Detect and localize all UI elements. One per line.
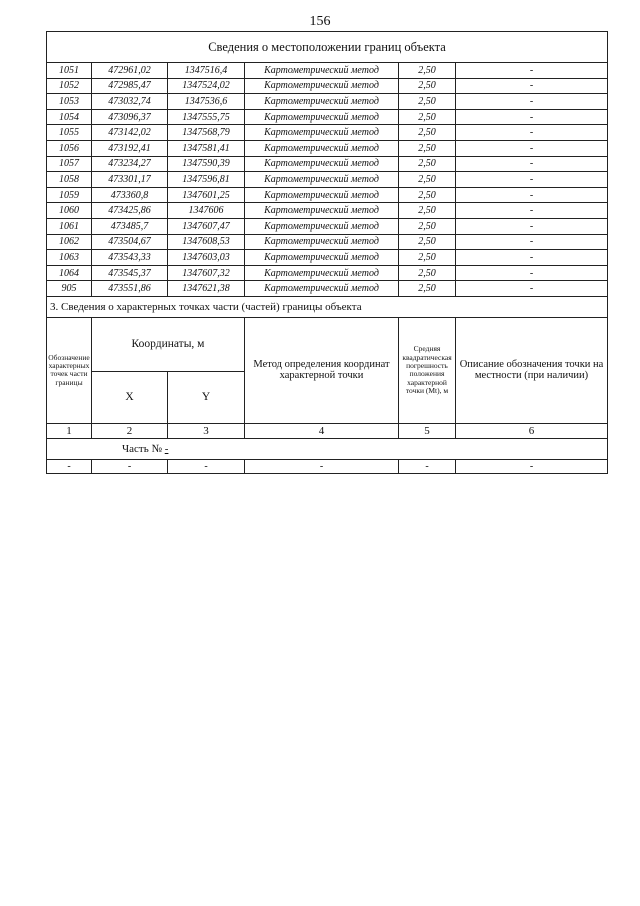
section3-title-row	[47, 296, 608, 317]
empty-cell: -	[245, 459, 399, 473]
point-id-cell: 1054	[47, 109, 92, 125]
point-id-cell: 1058	[47, 172, 92, 188]
description-cell: -	[456, 218, 608, 234]
accuracy-cell: 2,50	[399, 63, 456, 79]
column-number: 6	[456, 423, 608, 438]
table-row	[47, 234, 608, 250]
point-id-cell: 1055	[47, 125, 92, 141]
point-id-cell: 1057	[47, 156, 92, 172]
method-cell: Картометрический метод	[245, 187, 399, 203]
method-cell: Картометрический метод	[245, 78, 399, 94]
x-coordinate-cell: 473142,02	[92, 125, 168, 141]
y-coordinate-cell: 1347524,02	[168, 78, 245, 94]
table-row	[47, 156, 608, 172]
x-coordinate-cell: 473543,33	[92, 250, 168, 266]
empty-cell: -	[92, 459, 168, 473]
column-number: 3	[168, 423, 245, 438]
description-cell: -	[456, 94, 608, 110]
table-row	[47, 125, 608, 141]
method-cell: Картометрический метод	[245, 234, 399, 250]
y-coordinate-cell: 1347603,03	[168, 250, 245, 266]
accuracy-cell: 2,50	[399, 125, 456, 141]
x-coordinate-cell: 473504,67	[92, 234, 168, 250]
accuracy-cell: 2,50	[399, 172, 456, 188]
y-coordinate-cell: 1347621,38	[168, 281, 245, 297]
part-label-cell	[47, 438, 608, 459]
x-coordinate-cell: 473551,86	[92, 281, 168, 297]
method-cell: Картометрический метод	[245, 156, 399, 172]
section-title-row	[47, 32, 608, 63]
y-coordinate-cell: 1347590,39	[168, 156, 245, 172]
description-cell: -	[456, 140, 608, 156]
method-cell: Картометрический метод	[245, 218, 399, 234]
method-cell: Картометрический метод	[245, 265, 399, 281]
table-row	[47, 140, 608, 156]
accuracy-cell: 2,50	[399, 140, 456, 156]
column-number: 5	[399, 423, 456, 438]
y-coordinate-cell: 1347555,75	[168, 109, 245, 125]
method-cell: Картометрический метод	[245, 63, 399, 79]
description-cell: -	[456, 234, 608, 250]
y-coordinate-cell: 1347601,25	[168, 187, 245, 203]
y-coordinate-cell: 1347607,47	[168, 218, 245, 234]
header-method: Метод определения координат характерной точки	[245, 317, 399, 423]
part-value: -	[164, 442, 169, 455]
accuracy-cell: 2,50	[399, 203, 456, 219]
description-cell: -	[456, 172, 608, 188]
accuracy-cell: 2,50	[399, 156, 456, 172]
point-id-cell: 1052	[47, 78, 92, 94]
table-row	[47, 250, 608, 266]
x-coordinate-cell: 473485,7	[92, 218, 168, 234]
method-cell: Картометрический метод	[245, 203, 399, 219]
table-row	[47, 203, 608, 219]
x-coordinate-cell: 473301,17	[92, 172, 168, 188]
point-id-cell: 1056	[47, 140, 92, 156]
header-accuracy: Средняя квадратическая погрешность положения характерной точки (Mt), м	[399, 317, 456, 423]
point-id-cell: 1063	[47, 250, 92, 266]
y-coordinate-cell: 1347568,79	[168, 125, 245, 141]
accuracy-cell: 2,50	[399, 78, 456, 94]
description-cell: -	[456, 281, 608, 297]
point-id-cell: 1062	[47, 234, 92, 250]
accuracy-cell: 2,50	[399, 187, 456, 203]
part-label: Часть №	[122, 442, 162, 455]
accuracy-cell: 2,50	[399, 218, 456, 234]
empty-cell: -	[47, 459, 92, 473]
header-coordinates: Координаты, м	[92, 317, 245, 371]
section3-title: 3. Сведения о характерных точках части (частей) границы объекта	[47, 296, 608, 317]
y-coordinate-cell: 1347581,41	[168, 140, 245, 156]
part-row	[47, 438, 608, 459]
accuracy-cell: 2,50	[399, 109, 456, 125]
method-cell: Картометрический метод	[245, 140, 399, 156]
accuracy-cell: 2,50	[399, 250, 456, 266]
description-cell: -	[456, 125, 608, 141]
x-coordinate-cell: 472961,02	[92, 63, 168, 79]
method-cell: Картометрический метод	[245, 125, 399, 141]
point-id-cell: 1053	[47, 94, 92, 110]
y-coordinate-cell: 1347516,4	[168, 63, 245, 79]
table-row	[47, 94, 608, 110]
header-designation: Обозначение характерных точек части границы	[47, 317, 92, 423]
boundary-table	[46, 31, 608, 474]
y-coordinate-cell: 1347608,53	[168, 234, 245, 250]
x-coordinate-cell: 473192,41	[92, 140, 168, 156]
point-id-cell: 905	[47, 281, 92, 297]
description-cell: -	[456, 109, 608, 125]
x-coordinate-cell: 473032,74	[92, 94, 168, 110]
description-cell: -	[456, 63, 608, 79]
y-coordinate-cell: 1347606	[168, 203, 245, 219]
accuracy-cell: 2,50	[399, 94, 456, 110]
table-row	[47, 109, 608, 125]
x-coordinate-cell: 473545,37	[92, 265, 168, 281]
x-coordinate-cell: 473360,8	[92, 187, 168, 203]
header-x: X	[92, 371, 168, 423]
x-coordinate-cell: 473234,27	[92, 156, 168, 172]
empty-cell: -	[168, 459, 245, 473]
x-coordinate-cell: 472985,47	[92, 78, 168, 94]
table-row	[47, 172, 608, 188]
column-number: 1	[47, 423, 92, 438]
table-row	[47, 187, 608, 203]
header-description: Описание обозначения точки на местности (при наличии)	[456, 317, 608, 423]
table-row	[47, 281, 608, 297]
table-row	[47, 63, 608, 79]
x-coordinate-cell: 473425,86	[92, 203, 168, 219]
description-cell: -	[456, 187, 608, 203]
point-id-cell: 1051	[47, 63, 92, 79]
point-id-cell: 1060	[47, 203, 92, 219]
description-cell: -	[456, 265, 608, 281]
header-y: Y	[168, 371, 245, 423]
table-row	[47, 78, 608, 94]
accuracy-cell: 2,50	[399, 234, 456, 250]
point-id-cell: 1064	[47, 265, 92, 281]
method-cell: Картометрический метод	[245, 281, 399, 297]
method-cell: Картометрический метод	[245, 250, 399, 266]
description-cell: -	[456, 156, 608, 172]
x-coordinate-cell: 473096,37	[92, 109, 168, 125]
description-cell: -	[456, 78, 608, 94]
y-coordinate-cell: 1347536,6	[168, 94, 245, 110]
accuracy-cell: 2,50	[399, 265, 456, 281]
y-coordinate-cell: 1347607,32	[168, 265, 245, 281]
empty-cell: -	[456, 459, 608, 473]
description-cell: -	[456, 203, 608, 219]
method-cell: Картометрический метод	[245, 172, 399, 188]
point-id-cell: 1061	[47, 218, 92, 234]
section-title: Сведения о местоположении границ объекта	[47, 32, 608, 63]
empty-cell: -	[399, 459, 456, 473]
column-numbers-row	[47, 423, 608, 438]
header-row-top	[47, 317, 608, 371]
y-coordinate-cell: 1347596,81	[168, 172, 245, 188]
page-number: 156	[309, 14, 331, 29]
table-row	[47, 218, 608, 234]
description-cell: -	[456, 250, 608, 266]
point-id-cell: 1059	[47, 187, 92, 203]
method-cell: Картометрический метод	[245, 109, 399, 125]
table-row	[47, 265, 608, 281]
method-cell: Картометрический метод	[245, 94, 399, 110]
column-number: 4	[245, 423, 399, 438]
column-number: 2	[92, 423, 168, 438]
accuracy-cell: 2,50	[399, 281, 456, 297]
empty-data-row	[47, 459, 608, 473]
